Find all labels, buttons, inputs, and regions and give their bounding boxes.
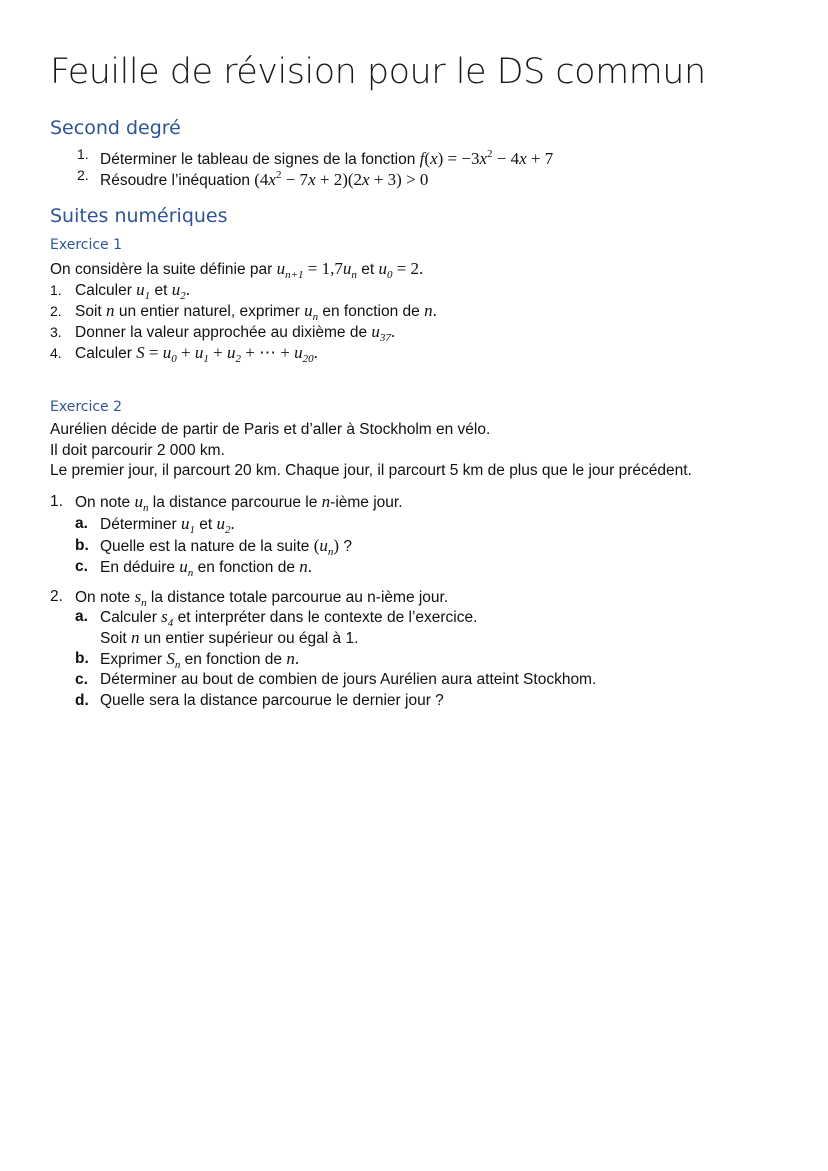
math-symbol: u (216, 514, 226, 533)
math-subscript: n (187, 567, 194, 579)
text-run: Résoudre l’inéquation (100, 172, 255, 189)
heading-exercice-2: Exercice 2 (50, 399, 123, 415)
math-text: . (230, 514, 235, 533)
math-text: ) = −3 (437, 149, 480, 168)
text-run: Quelle sera la distance parcourue le dernier jour ? (100, 692, 444, 709)
math-subscript: 2 (225, 524, 231, 536)
text-run: et interpréter dans le contexte de l’exercice. (173, 609, 478, 626)
item-number: 1. (50, 493, 63, 510)
sub-label: c. (75, 671, 88, 688)
math-text: + 3) > 0 (369, 170, 429, 189)
sub-label: d. (75, 692, 89, 709)
math-text: + ⋯ + (240, 343, 295, 362)
text-run: en fonction de (180, 651, 287, 668)
sub-question-text (100, 628, 358, 649)
math-text: ) (333, 536, 340, 555)
math-text: + (208, 343, 227, 362)
text-run: On considère la suite définie par (50, 261, 277, 278)
math-symbol: f (419, 149, 425, 168)
math-symbol: u (194, 343, 204, 362)
text-run: -ième jour. (330, 494, 403, 511)
text-run: la distance totale parcourue au n-ième jour. (146, 589, 449, 606)
math-subscript: n+1 (285, 269, 304, 281)
math-symbol: n (321, 492, 331, 511)
sub-label: b. (75, 537, 89, 554)
text-run: Il doit parcourir 2 000 km. (50, 442, 225, 459)
math-subscript: 0 (171, 353, 177, 365)
math-text: . (390, 322, 396, 341)
math-symbol: x (362, 170, 370, 189)
math-text: . (294, 649, 300, 668)
text-run: et (150, 282, 172, 299)
math-text: − 7 (281, 170, 309, 189)
math-symbol: n (131, 628, 140, 647)
math-subscript: n (141, 597, 147, 609)
math-symbol: u (180, 514, 190, 533)
math-symbol: x (430, 149, 438, 168)
text-run: Calculer (100, 609, 162, 626)
math-text: . (185, 280, 190, 299)
sub-question-text (100, 557, 312, 583)
math-symbol: u (371, 322, 380, 341)
math-text: = 2. (392, 259, 424, 278)
math-text: = (144, 343, 163, 362)
text-run: la distance parcourue le (148, 494, 322, 511)
text-run: On note (75, 589, 135, 606)
math-symbol: u (134, 492, 143, 511)
sub-label: c. (75, 558, 88, 575)
math-text: + (176, 343, 195, 362)
text-run: Calculer (75, 282, 137, 299)
math-subscript: 37 (379, 332, 391, 344)
math-subscript: 1 (144, 290, 151, 302)
question-text (100, 165, 428, 191)
math-subscript: 2 (235, 353, 241, 365)
math-symbol: n (424, 301, 433, 320)
math-subscript: n (174, 659, 181, 671)
math-text: = 1,7 (303, 259, 343, 278)
math-symbol: x (308, 170, 316, 189)
math-text: . (432, 301, 437, 320)
text-run: Le premier jour, il parcourt 20 km. Chaque jour, il parcourt 5 km de plus que le jour précédent. (50, 462, 692, 479)
math-subscript: 1 (203, 353, 209, 365)
text-run: Quelle est la nature de la suite (100, 538, 314, 555)
math-symbol: u (378, 259, 387, 278)
math-symbol: u (276, 259, 286, 278)
math-symbol: s (134, 587, 142, 606)
text-run: On note (75, 494, 135, 511)
math-symbol: S (166, 649, 175, 668)
math-text: ( (313, 536, 320, 555)
sub-question-text (100, 670, 596, 690)
item-number: 1. (50, 282, 62, 298)
math-subscript: 2 (180, 290, 186, 302)
sub-label: a. (75, 515, 88, 532)
item-number: 3. (50, 324, 62, 340)
heading-second-degre: Second degré (50, 117, 181, 139)
item-number: 2. (77, 167, 89, 183)
text-run: Exprimer (100, 651, 167, 668)
math-superscript: 2 (275, 169, 282, 181)
math-symbol: u (162, 343, 172, 362)
text-run: un entier supérieur ou égal à 1. (139, 630, 359, 647)
math-subscript: 4 (167, 617, 174, 629)
heading-suites: Suites numériques (50, 205, 228, 227)
math-symbol: x (519, 149, 527, 168)
math-symbol: u (319, 536, 328, 555)
text-run: en fonction de (193, 559, 300, 576)
text-run: Calculer (75, 345, 137, 362)
math-text: (4 (254, 170, 269, 189)
math-symbol: s (161, 607, 168, 626)
text-run: Soit (100, 630, 132, 647)
text-run: ? (339, 538, 352, 555)
text-run: En déduire (100, 559, 180, 576)
math-symbol: u (294, 343, 303, 362)
item-number: 4. (50, 345, 62, 361)
math-symbol: n (106, 301, 115, 320)
text-run: Déterminer au bout de combien de jours Aurélien aura atteint Stockhom. (100, 671, 597, 688)
text-run: Soit (75, 303, 107, 320)
exercise-intro (50, 461, 692, 481)
math-text: ( (424, 149, 431, 168)
question-text (75, 343, 318, 369)
math-text: . (313, 343, 318, 362)
text-run: en fonction de (318, 303, 425, 320)
sub-question-text (100, 691, 444, 711)
text-run: un entier naturel, exprimer (114, 303, 305, 320)
math-text: − 4 (492, 149, 520, 168)
text-run: et (356, 261, 379, 278)
math-subscript: 1 (189, 524, 195, 536)
math-symbol: u (179, 557, 188, 576)
item-number: 2. (50, 303, 62, 319)
math-text: + 2)(2 (315, 170, 363, 189)
text-run: et (194, 516, 217, 533)
math-symbol: u (171, 280, 181, 299)
math-subscript: n (312, 311, 319, 323)
math-symbol: u (304, 301, 313, 320)
math-symbol: x (479, 149, 488, 168)
math-symbol: S (136, 343, 145, 362)
exercise-intro (50, 420, 490, 440)
math-subscript: 20 (302, 353, 314, 365)
math-subscript: n (327, 546, 334, 558)
item-number: 2. (50, 588, 63, 605)
math-subscript: n (351, 269, 357, 281)
math-text: + 7 (526, 149, 554, 168)
item-number: 1. (77, 146, 89, 162)
page-title: Feuille de révision pour le DS commun (50, 52, 706, 92)
math-symbol: x (268, 170, 276, 189)
math-superscript: 2 (487, 148, 493, 160)
text-run: Déterminer le tableau de signes de la fonction (100, 151, 420, 168)
math-symbol: n (286, 649, 295, 668)
math-text: . (307, 557, 313, 576)
math-subscript: 0 (386, 269, 393, 281)
text-run: Donner la valeur approchée au dixième de (75, 324, 372, 341)
sub-label: a. (75, 608, 88, 625)
math-subscript: n (142, 502, 149, 514)
exercise-intro (50, 441, 225, 461)
math-symbol: n (299, 557, 308, 576)
heading-exercice-1: Exercice 1 (50, 237, 123, 253)
math-symbol: u (136, 280, 145, 299)
math-symbol: u (226, 343, 236, 362)
text-run: Déterminer (100, 516, 181, 533)
sub-label: b. (75, 650, 89, 667)
text-run: Aurélien décide de partir de Paris et d’aller à Stockholm en vélo. (50, 421, 491, 438)
math-symbol: u (342, 259, 352, 278)
